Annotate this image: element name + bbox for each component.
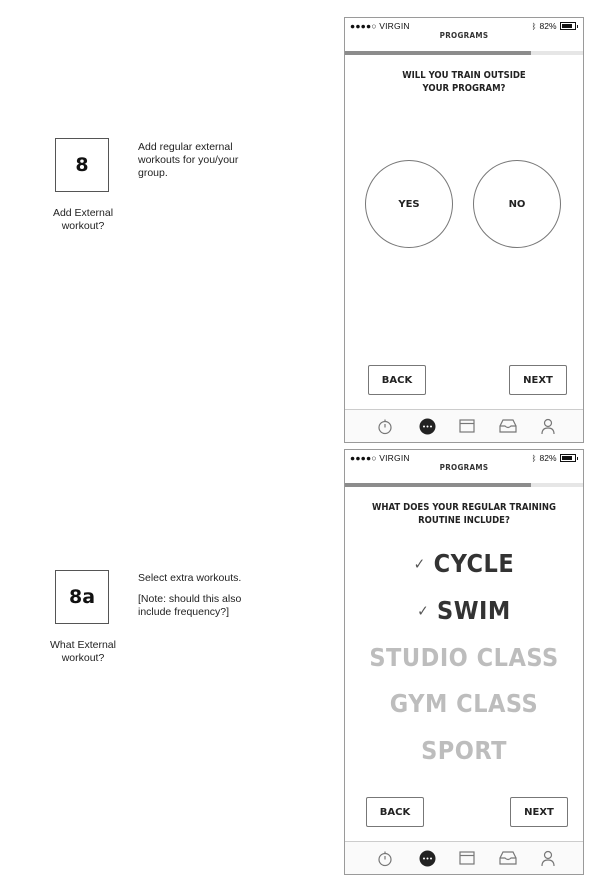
more-icon	[419, 850, 436, 867]
tab-calendar[interactable]	[458, 849, 476, 867]
phone-screen-training-routine	[344, 449, 584, 875]
battery-percent: 82%	[539, 21, 557, 31]
workout-option-label: GYM CLASS	[389, 689, 539, 718]
question-text	[363, 501, 565, 527]
progress-fill	[345, 51, 531, 55]
question-text	[371, 69, 556, 95]
step-description-line: Add regular external workouts for you/your group.	[138, 141, 239, 179]
progress-bar	[345, 483, 583, 487]
question-line: ROUTINE INCLUDE?	[418, 515, 510, 526]
bluetooth-icon: ᛒ	[531, 453, 537, 463]
tab-stopwatch[interactable]	[376, 417, 394, 435]
progress-bar	[345, 51, 583, 55]
checkmark-icon: ✓	[413, 555, 426, 573]
tab-inbox[interactable]	[499, 417, 517, 435]
step-description	[138, 141, 268, 188]
workout-option-label: CYCLE	[433, 549, 515, 578]
step-description-line: [Note: should this also include frequency?]	[138, 593, 242, 618]
tab-inbox[interactable]	[499, 849, 517, 867]
no-button[interactable]: NO	[473, 160, 561, 248]
inbox-icon	[499, 850, 517, 866]
tab-profile[interactable]	[539, 849, 557, 867]
step-description	[138, 572, 268, 627]
tab-profile[interactable]	[539, 417, 557, 435]
inbox-icon	[499, 418, 517, 434]
step-caption: What External workout?	[50, 639, 116, 664]
nav-title: PROGRAMS	[439, 463, 489, 472]
battery-icon	[560, 22, 576, 30]
more-icon	[419, 418, 436, 435]
battery-cap-icon	[577, 457, 579, 460]
workout-option[interactable]	[345, 549, 583, 578]
tab-stopwatch[interactable]	[376, 849, 394, 867]
step-description-line: Select extra workouts.	[138, 572, 242, 584]
progress-fill	[345, 483, 531, 487]
next-button[interactable]: NEXT	[509, 365, 567, 395]
back-button[interactable]: BACK	[368, 365, 426, 395]
status-right	[532, 21, 578, 31]
workout-option-label: SWIM	[437, 596, 511, 625]
stopwatch-icon	[377, 850, 393, 867]
carrier-label: ●●●●○ VIRGIN	[350, 453, 410, 463]
profile-icon	[540, 850, 556, 867]
battery-percent: 82%	[539, 453, 557, 463]
checkmark-icon: ✓	[417, 602, 430, 620]
workout-option[interactable]	[345, 643, 583, 672]
stopwatch-icon	[377, 418, 393, 435]
bluetooth-icon: ᛒ	[531, 21, 537, 31]
status-right	[532, 453, 578, 463]
workout-option[interactable]	[345, 689, 583, 718]
workout-option-label: STUDIO CLASS	[369, 643, 559, 672]
tab-bar	[345, 409, 583, 442]
carrier-label: ●●●●○ VIRGIN	[350, 21, 410, 31]
profile-icon	[540, 418, 556, 435]
step-caption: Add External workout?	[52, 207, 114, 232]
tab-more[interactable]	[418, 849, 436, 867]
question-line: WILL YOU TRAIN OUTSIDE	[402, 70, 526, 81]
step-number: 8	[75, 154, 89, 176]
battery-icon	[560, 454, 576, 462]
step-number: 8a	[68, 586, 96, 608]
next-button[interactable]: NEXT	[510, 797, 568, 827]
workout-option-label: SPORT	[421, 736, 507, 765]
yes-button[interactable]: YES	[365, 160, 453, 248]
nav-title: PROGRAMS	[439, 31, 489, 40]
battery-cap-icon	[577, 25, 579, 28]
workout-option[interactable]	[345, 736, 583, 765]
step-number-box	[55, 570, 109, 624]
calendar-icon	[459, 418, 475, 434]
phone-screen-train-outside	[344, 17, 584, 443]
workout-option[interactable]	[345, 596, 583, 625]
tab-more[interactable]	[418, 417, 436, 435]
back-button[interactable]: BACK	[366, 797, 424, 827]
calendar-icon	[459, 850, 475, 866]
question-line: YOUR PROGRAM?	[422, 83, 506, 94]
step-number-box	[55, 138, 109, 192]
question-line: WHAT DOES YOUR REGULAR TRAINING	[371, 502, 556, 513]
tab-bar	[345, 841, 583, 874]
tab-calendar[interactable]	[458, 417, 476, 435]
